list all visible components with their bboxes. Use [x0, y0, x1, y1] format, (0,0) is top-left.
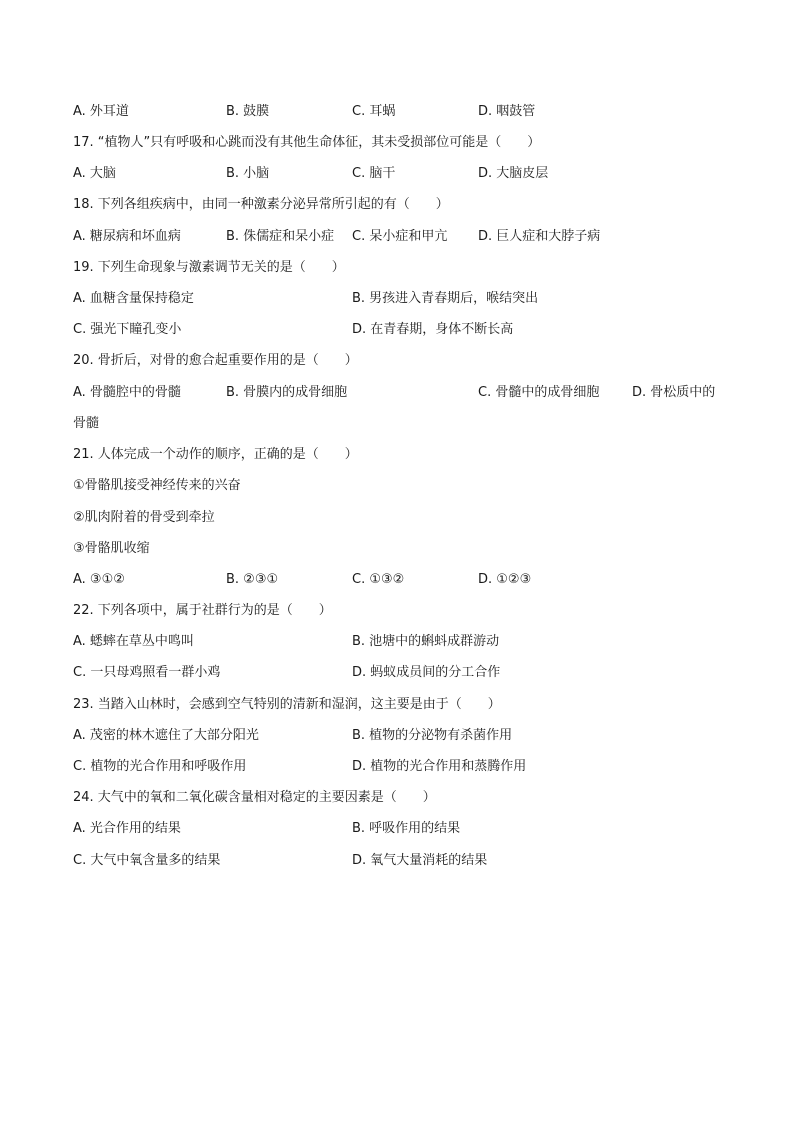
q17-option-a: A. 大脑: [73, 166, 116, 181]
q20-option-d: D. 骨松质中的: [632, 385, 716, 400]
q17-stem: 17. “植物人”只有呼吸和心跳而没有其他生命体征，其未受损部位可能是（ ）: [73, 135, 541, 150]
q17-option-c: C. 脑干: [352, 166, 396, 181]
q18-stem: 18. 下列各组疾病中，由同一种激素分泌异常所引起的有（ ）: [73, 197, 449, 212]
q16-option-c: C. 耳蜗: [352, 104, 396, 119]
q23-option-d: D. 植物的光合作用和蒸腾作用: [352, 759, 527, 774]
q18-option-c: C. 呆小症和甲亢: [352, 229, 448, 244]
q18-option-a: A. 糖尿病和坏血病: [73, 229, 181, 244]
q19-option-b: B. 男孩进入青春期后，喉结突出: [352, 291, 539, 306]
q21-item-1: ①骨骼肌接受神经传来的兴奋: [73, 478, 241, 493]
q22-option-b: B. 池塘中的蝌蚪成群游动: [352, 634, 500, 649]
q19-option-d: D. 在青春期，身体不断长高: [352, 322, 514, 337]
q24-stem: 24. 大气中的氧和二氧化碳含量相对稳定的主要因素是（ ）: [73, 790, 436, 805]
q18-option-d: D. 巨人症和大脖子病: [478, 229, 601, 244]
q24-option-c: C. 大气中氧含量多的结果: [73, 853, 221, 868]
q17-option-b: B. 小脑: [226, 166, 270, 181]
q19-stem: 19. 下列生命现象与激素调节无关的是（ ）: [73, 260, 345, 275]
q21-item-2: ②肌肉附着的骨受到牵拉: [73, 510, 215, 525]
q21-option-c: C. ①③②: [352, 572, 405, 587]
q22-option-d: D. 蚂蚁成员间的分工合作: [352, 665, 501, 680]
q23-option-b: B. 植物的分泌物有杀菌作用: [352, 728, 513, 743]
q23-stem: 23. 当踏入山林时，会感到空气特别的清新和湿润，这主要是由于（ ）: [73, 697, 501, 712]
q22-option-a: A. 蟋蟀在草丛中鸣叫: [73, 634, 194, 649]
q21-option-d: D. ①②③: [478, 572, 532, 587]
q24-option-b: B. 呼吸作用的结果: [352, 821, 461, 836]
q23-option-c: C. 植物的光合作用和呼吸作用: [73, 759, 247, 774]
q21-option-a: A. ③①②: [73, 572, 125, 587]
q17-option-d: D. 大脑皮层: [478, 166, 549, 181]
q21-item-3: ③骨骼肌收缩: [73, 541, 150, 556]
q24-option-a: A. 光合作用的结果: [73, 821, 181, 836]
q20-stem: 20. 骨折后，对骨的愈合起重要作用的是（ ）: [73, 353, 358, 368]
q21-option-b: B. ②③①: [226, 572, 279, 587]
q23-option-a: A. 茂密的林木遮住了大部分阳光: [73, 728, 259, 743]
q20-option-a: A. 骨髓腔中的骨髓: [73, 385, 181, 400]
q18-option-b: B. 侏儒症和呆小症: [226, 229, 335, 244]
q19-option-a: A. 血糖含量保持稳定: [73, 291, 194, 306]
q22-stem: 22. 下列各项中，属于社群行为的是（ ）: [73, 603, 332, 618]
q20-option-c: C. 骨髓中的成骨细胞: [478, 385, 600, 400]
q24-option-d: D. 氧气大量消耗的结果: [352, 853, 488, 868]
q20-option-d-continuation: 骨髓: [73, 416, 100, 431]
q19-option-c: C. 强光下瞳孔变小: [73, 322, 182, 337]
q16-option-a: A. 外耳道: [73, 104, 129, 119]
q22-option-c: C. 一只母鸡照看一群小鸡: [73, 665, 221, 680]
q16-option-d: D. 咽鼓管: [478, 104, 536, 119]
q20-option-b: B. 骨膜内的成骨细胞: [226, 385, 348, 400]
q21-stem: 21. 人体完成一个动作的顺序，正确的是（ ）: [73, 447, 358, 462]
q16-option-b: B. 鼓膜: [226, 104, 270, 119]
